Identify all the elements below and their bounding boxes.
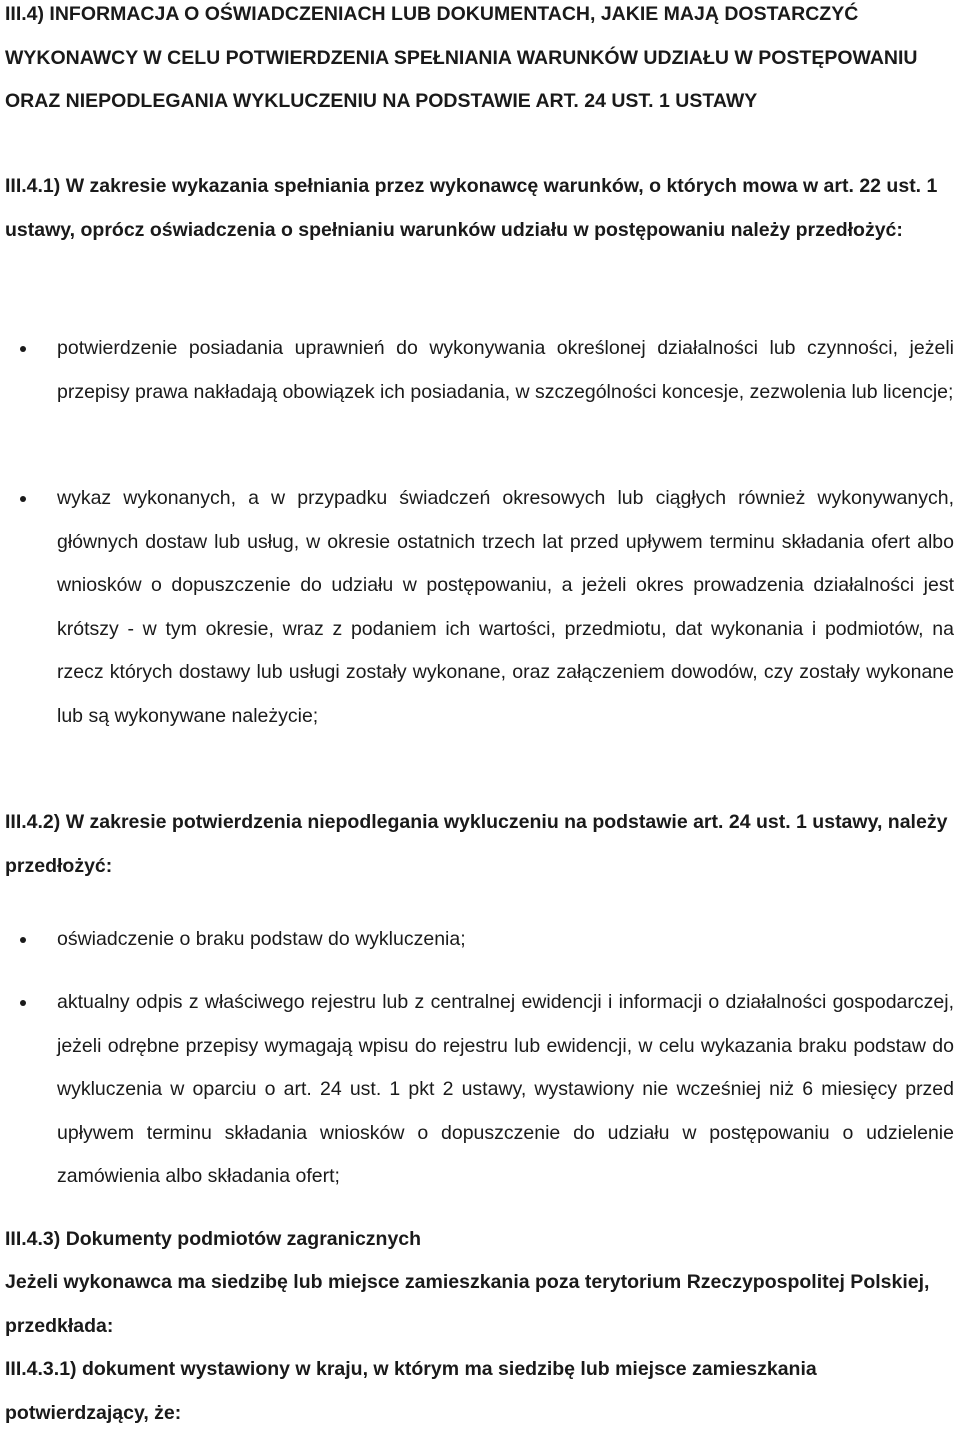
list-item xyxy=(20,918,955,962)
section-heading-3-4-3: III.4.3) Dokumenty podmiotów zagranicznych xyxy=(5,1228,422,1250)
section-3-4-2-intro: III.4.2) W zakresie potwierdzenia niepodlegania wykluczeniu na podstawie art. 24 ust. 1 ustawy, należy przedłożyć: xyxy=(5,811,948,877)
list-item-text: aktualny odpis z właściwego rejestru lub z centralnej ewidencji i informacji o działalności gospodarczej, jeżeli odrębne przepisy wymagają wpisu do rejestru lub ewidencji, w celu wykazania braku podstaw do wykluczenia w oparciu o art. 24 ust. 1 pkt 2 ustawy, wystawiony nie wcześniej niż 6 miesięcy przed upływem terminu składania wniosków o dopuszczenie do udziału w postępowaniu o udzielenie zamówienia albo składania ofert; xyxy=(57,991,954,1187)
section-heading-3-4: III.4) INFORMACJA O OŚWIADCZENIACH LUB DOKUMENTACH, JAKIE MAJĄ DOSTARCZYĆ WYKONAWCY W CELU POTWIERDZENIA SPEŁNIANIA WARUNKÓW UDZIAŁU W POSTĘPOWANIU ORAZ NIEPODLEGANIA WYKLUCZENIU NA PODSTAWIE ART. 24 UST. 1 USTAWY xyxy=(5,3,918,112)
list-item-text: potwierdzenie posiadania uprawnień do wykonywania określonej działalności lub czynności, jeżeli przepisy prawa nakładają obowiązek ich posiadania, w szczególności koncesje, zezwolenia lub licencje; xyxy=(57,337,954,403)
bullet-icon xyxy=(20,937,26,943)
list-item xyxy=(20,327,955,414)
section-3-4-3-1: III.4.3.1) dokument wystawiony w kraju, w którym ma siedzibę lub miejsce zamieszkania potwierdzający, że: xyxy=(5,1358,817,1424)
bullet-icon xyxy=(20,346,26,352)
section-3-4-3-intro: Jeżeli wykonawca ma siedzibę lub miejsce zamieszkania poza terytorium Rzeczypospolitej Polskiej, przedkłada: xyxy=(5,1271,930,1337)
bullet-icon xyxy=(20,1000,26,1006)
bullet-icon xyxy=(20,496,26,502)
list-item xyxy=(20,981,955,1199)
list-item-text: oświadczenie o braku podstaw do wykluczenia; xyxy=(57,928,466,950)
list-item-text: wykaz wykonanych, a w przypadku świadczeń okresowych lub ciągłych również wykonywanych, głównych dostaw lub usług, w okresie ostatnich trzech lat przed upływem terminu składania ofert albo wniosków o dopuszczenie do udziału w postępowaniu, a jeżeli okres prowadzenia działalności jest krótszy - w tym okresie, wraz z podaniem ich wartości, przedmiotu, dat wykonania i podmiotów, na rzecz których dostawy lub usługi zostały wykonane, oraz załączeniem dowodów, czy zostały wykonane lub są wykonywane należycie; xyxy=(57,487,954,727)
list-item xyxy=(20,477,955,738)
section-3-4-1-intro: III.4.1) W zakresie wykazania spełniania przez wykonawcę warunków, o których mowa w art. 22 ust. 1 ustawy, oprócz oświadczenia o spełnianiu warunków udziału w postępowaniu należy przedłożyć: xyxy=(5,175,938,241)
